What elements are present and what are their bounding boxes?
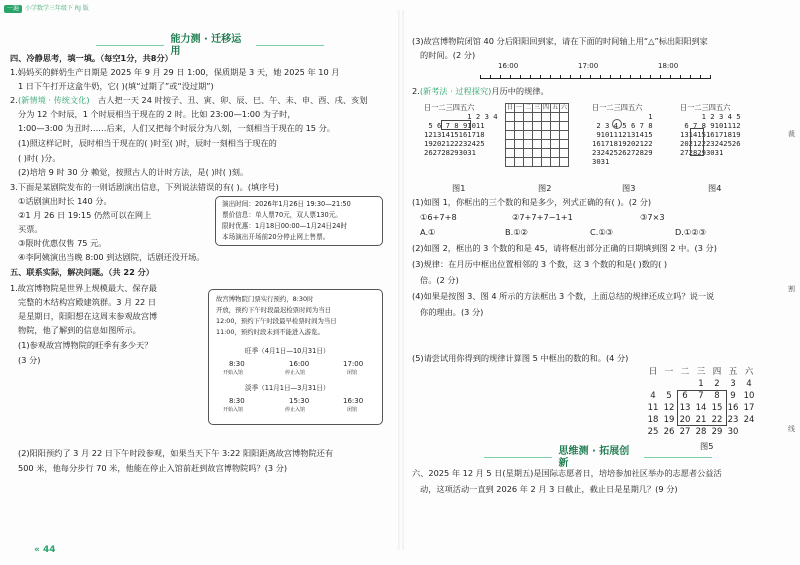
grid2-cell[interactable] [515, 113, 524, 122]
part4-heading: 四、冷静思考，填一填。（每空1分，共8分） [10, 53, 173, 63]
q2-number: 2. [10, 95, 18, 105]
fig5-day-cell: 18 [647, 414, 659, 425]
grid2-header-cell: 三 [533, 104, 540, 112]
q3-option-1: ①话剧演出时长 140 分。 [18, 196, 112, 206]
q6-line2: 动，这项活动一直到 2026 年 2 月 3 日截止，截止日是星期几？(9 分) [420, 484, 678, 494]
cal3-row1: 1 [592, 112, 653, 121]
q2-1-opt2: ②7+7+7−1+1 [512, 212, 573, 222]
q2-3-line1: (3)规律：在月历中框出位置相邻的 3 个数，这 3 个数的和是( )数的( ) [412, 259, 668, 269]
time-axis-tick [480, 75, 481, 79]
grid2-cell[interactable] [515, 122, 524, 131]
grid2-cell[interactable] [542, 122, 551, 131]
fig5-day-cell: 9 [730, 390, 736, 401]
fig5-day-cell: 29 [711, 426, 723, 437]
q3-option-2: ②1 月 26 日 19:15 仍然可以在网上 [18, 210, 152, 220]
fig5-day-cell: 20 [679, 414, 691, 425]
q2-1-ans-c[interactable]: C.①③ [590, 227, 613, 237]
q2-4-line1: (4)如果是按图 3、图 4 所示的方法框出 3 个数，上面总结的规律还成立吗？说一说 [412, 291, 715, 301]
q3-option-2-cont: 买票。 [18, 224, 43, 234]
grid2-cell[interactable] [542, 113, 551, 122]
fig5-day-cell: 30 [727, 426, 739, 437]
fig5-header-cell: 六 [744, 366, 754, 377]
q2-right-title: 月历中的规律。 [491, 86, 549, 96]
off-time-close: 16:30 [343, 397, 364, 405]
cal3-week: 日一二三四五六 [592, 103, 643, 112]
time-axis-tick [660, 75, 661, 79]
grid2-cell[interactable] [524, 149, 533, 158]
grid2-cell[interactable] [560, 122, 569, 131]
grid2-header-cell: 六 [560, 104, 567, 112]
q3-question: 3.下面是某剧院发布的一则话剧演出信息，下列说法错误的有( )。(填序号) [10, 182, 279, 192]
timeline-label-16: 16:00 [498, 62, 519, 70]
grid2-cell[interactable] [533, 149, 542, 158]
grid2-cell[interactable] [533, 122, 542, 131]
grid2-cell[interactable] [542, 140, 551, 149]
part5-heading: 五、联系实际，解决问题。（共 22 分） [10, 267, 154, 277]
grid2-cell[interactable] [542, 158, 551, 167]
grid2-cell[interactable] [533, 131, 542, 140]
time-axis-tick [680, 75, 681, 79]
fig5-day-cell: 14 [695, 402, 707, 413]
fig5-day-cell: 17 [743, 402, 755, 413]
cal4-row5: 2728293031 [680, 148, 724, 157]
cal4-row2: 6 7 8 9101112 [680, 121, 741, 130]
q2-1-opt3: ③7×3 [640, 212, 665, 222]
fig4-caption: 图4 [708, 183, 722, 193]
notice-line-1: 演出时间：2026年1月26日 19:30—21:50 [222, 200, 351, 208]
off-season-label: 淡季（11月1日—3月31日） [245, 384, 330, 392]
cal3-row2: 2 3 4 5 6 7 8 [592, 121, 653, 130]
museum-line-2: 开放，预约下午时段最迟检票时间为当日 [216, 306, 332, 314]
q1-line1: 1.妈妈买的鲜奶生产日期是 2025 年 9 月 29 日 1:00，保质期是 3 天，她 2025 年 10 月 [10, 67, 340, 77]
grid2-cell[interactable] [533, 113, 542, 122]
grid2-header-cell: 四 [542, 104, 549, 112]
fig5-day-cell: 7 [698, 390, 704, 401]
time-axis-tick [690, 75, 691, 79]
q6-line1: 六、2025 年 12 月 5 日(星期五)是国际志愿者日，培培参加社区举办的志愿者公益活 [412, 468, 722, 478]
q2-part1-cont: ( )时( )分。 [18, 153, 61, 163]
time-axis-tick [530, 75, 531, 79]
grid2-header-cell: 五 [551, 104, 558, 112]
time-axis-tick [560, 75, 561, 79]
grid2-cell[interactable] [551, 113, 560, 122]
fig3-circle-1 [612, 119, 622, 129]
page-header [4, 4, 89, 14]
grid2-cell[interactable] [542, 149, 551, 158]
cal3-row4: 16171819202122 [592, 139, 653, 148]
time-axis-tick [710, 75, 711, 79]
museum-line-4: 11:00，预约时段未到不能进入游览。 [216, 328, 324, 336]
fig5-header-cell: 四 [712, 366, 722, 377]
fig5-day-cell: 12 [663, 402, 675, 413]
side-mark-3: 线 [788, 425, 795, 433]
time-axis-tick [520, 75, 521, 79]
fig5-day-cell: 16 [727, 402, 739, 413]
grid2-cell[interactable] [524, 131, 533, 140]
fig5-day-cell: 19 [663, 414, 675, 425]
grid2-cell[interactable] [524, 158, 533, 167]
fig5-day-cell: 1 [698, 378, 704, 389]
peak-time-close: 17:00 [343, 360, 364, 368]
fig1-caption: 图1 [452, 183, 466, 193]
q2-1-ans-b[interactable]: B.①② [505, 227, 528, 237]
q3-option-3: ③限时优惠仅售 75 元。 [18, 238, 107, 248]
fig5-day-cell: 13 [679, 402, 691, 413]
fig2-caption: 图2 [538, 183, 552, 193]
grid2-header-cell: 一 [515, 104, 522, 112]
time-axis-tick [570, 75, 571, 79]
page-number-value: 44 [42, 545, 56, 555]
fig5-day-cell: 8 [714, 390, 720, 401]
q2-line3: 1:00—3:00 为丑时……后来，人们又把每个时辰分为八刻，一刻相当于现在的 15 分。 [18, 123, 335, 133]
off-caption-stop: 停止入馆 [285, 407, 306, 413]
q2-line2: 分为 12 个时辰，1 个时辰相当于现在的 2 时。比如 23:00—1:00 为子时， [18, 109, 296, 119]
grid2-cell[interactable] [551, 131, 560, 140]
grid2-cell[interactable] [515, 158, 524, 167]
header-badge: 一遍 [4, 5, 22, 12]
museum-line-3: 12:00，预约下午时段最早检票时间为当日 [216, 317, 337, 325]
timeline-label-18: 18:00 [658, 62, 679, 70]
fig5-day-cell: 2 [714, 378, 720, 389]
notice-line-2: 票价信息：单人票70元，双人票130元。 [222, 211, 342, 219]
time-axis-tick [580, 75, 581, 79]
grid2-cell[interactable] [524, 122, 533, 131]
fig5-day-cell: 28 [695, 426, 707, 437]
time-axis-tick [490, 75, 491, 79]
fig5-day-cell: 6 [682, 390, 688, 401]
q2-1: (1)如图 1，你框出的三个数的和是多少，列式正确的有( )。(2 分) [412, 197, 652, 207]
grid2-cell[interactable] [560, 140, 569, 149]
grid2-cell[interactable] [506, 113, 515, 122]
peak-caption-open: 开始入馆 [223, 370, 244, 376]
museum-info-box [208, 289, 383, 425]
time-axis-tick [640, 75, 641, 79]
cal3-row6: 3031 [592, 157, 610, 166]
grid2-cell[interactable] [560, 131, 569, 140]
q2-right-head: 2.(新考法 · 过程探究)月历中的规律。 [412, 86, 549, 96]
time-axis-tick [550, 75, 551, 79]
cal1-week: 日一二三四五六 [424, 103, 475, 112]
fig5-day-cell: 26 [663, 426, 675, 437]
grid2-header-cell: 二 [524, 104, 531, 112]
cal4-row3: 13141516171819 [680, 130, 741, 139]
time-axis-tick [670, 75, 671, 79]
q2-right-tag: (新考法 · 过程探究) [419, 86, 492, 96]
grid2-cell[interactable] [506, 149, 515, 158]
calendar-figure-3 [592, 103, 653, 166]
fig5-day-cell: 24 [743, 414, 755, 425]
grid2-cell[interactable] [515, 149, 524, 158]
calendar-figure-1 [424, 103, 498, 157]
side-mark-1: 裁 [788, 130, 795, 138]
left-section-title: 能力测 · 迁移运用 [90, 38, 330, 53]
calendar-figure-2-grid[interactable] [505, 103, 569, 167]
grid2-cell[interactable] [560, 113, 569, 122]
grid2-cell[interactable] [551, 122, 560, 131]
grid2-cell[interactable] [524, 140, 533, 149]
fig5-day-cell: 25 [647, 426, 659, 437]
grid2-cell[interactable] [542, 131, 551, 140]
fig5-day-cell: 22 [711, 414, 723, 425]
p5-line1: 1.故宫博物院是世界上规模最大、保存最 [10, 283, 157, 293]
q2-1-ans-a[interactable]: A.① [420, 227, 436, 237]
side-mark-2: 割 [788, 285, 795, 293]
cal4-row4: 20212223242526 [680, 139, 741, 148]
off-time-stop: 15:30 [289, 397, 310, 405]
fig5-header-cell: 一 [664, 366, 674, 377]
grid2-cell[interactable] [551, 140, 560, 149]
off-caption-close: 闭馆 [347, 407, 358, 413]
timeline-label-17: 17:00 [578, 62, 599, 70]
p5-sub2-line2: 500 米，他每分步行 70 米，他能在停止入馆前赶到故宫博物院吗？(3 分) [18, 463, 288, 473]
p5-line2: 完整的木结构宫殿建筑群。3 月 22 日 [18, 297, 157, 307]
q2-1-opt1: ①6+7+8 [420, 212, 457, 222]
q2-part2: (2)培培 9 时 30 分 赖觉，按照古人的计时方法，是( )时( )刻。 [18, 167, 249, 177]
peak-caption-close: 闭馆 [347, 370, 358, 376]
fig5-day-cell: 27 [679, 426, 691, 437]
q3-3-line1: (3)故宫博物院闭馆 40 分后阳阳回到家，请在下面的时间轴上用“△”标出阳阳到家 [412, 36, 708, 46]
grid2-cell[interactable] [551, 158, 560, 167]
fig5-day-cell [741, 426, 757, 438]
grid2-cell[interactable] [560, 158, 569, 167]
grid2-cell[interactable] [551, 149, 560, 158]
q2-tag: (新情境 · 传统文化) [18, 95, 90, 105]
cal4-week: 日一二三四五六 [680, 103, 731, 112]
p5-sub1-score: (3 分) [18, 355, 41, 365]
time-axis-tick [540, 75, 541, 79]
cal1-row3: 12131415161718 [424, 130, 485, 139]
fig5-day-cell [677, 378, 693, 390]
cal1-row1: 1 2 3 4 [424, 112, 498, 121]
p5-line3: 是星期日，阳阳想在这周末参观故宫博 [18, 311, 158, 321]
peak-season-label: 旺季（4月1日—10月31日） [245, 347, 330, 355]
grid2-header-cell: 日 [506, 104, 513, 112]
q2-line1: 古人把一天 24 时按子、丑、寅、卯、辰、巳、午、未、申、酉、戌、亥划 [98, 95, 368, 105]
cal1-row5: 262728293031 [424, 148, 476, 157]
book-gutter [398, 10, 404, 550]
time-axis-tick [510, 75, 511, 79]
time-axis-tick [700, 75, 701, 79]
fig1-highlight-box [441, 120, 471, 130]
time-axis-tick [650, 75, 651, 79]
peak-time-open: 8:30 [229, 360, 245, 368]
fig5-header-cell: 五 [728, 366, 738, 377]
fig5-day-cell: 11 [647, 402, 659, 413]
p5-line4: 物院，他了解到的信息如图所示。 [18, 325, 141, 335]
q3-3-line2: 的时间。(2 分) [420, 50, 476, 60]
grid2-cell[interactable] [533, 140, 542, 149]
fig5-day-cell: 21 [695, 414, 707, 425]
peak-caption-stop: 停止入馆 [285, 370, 306, 376]
fig5-highlight-box [677, 390, 727, 426]
fig5-day-cell: 3 [730, 378, 736, 389]
time-axis-tick [590, 75, 591, 79]
grid2-cell[interactable] [515, 140, 524, 149]
q2-1-ans-d[interactable]: D.①②③ [675, 227, 706, 237]
q2-5: (5)请尝试用你得到的规律计算图 5 中框出的数的和。(4 分) [412, 353, 629, 363]
fig5-day-cell: 23 [727, 414, 739, 425]
fig5-caption: 图5 [700, 441, 714, 451]
fig5-header-cell: 三 [696, 366, 706, 377]
grid2-cell[interactable] [560, 149, 569, 158]
time-axis[interactable] [480, 78, 710, 79]
grid2-cell[interactable] [506, 122, 515, 131]
right-section-title: 思维测 · 拓展创新 [478, 450, 718, 465]
q2-3-line2: 倍。(2 分) [420, 275, 459, 285]
peak-time-stop: 16:00 [289, 360, 310, 368]
q2-2: (2)如图 2，框出的 3 个数的和是 45，请将框出部分正确的日期填到图 2 中。(3 分) [412, 243, 717, 253]
header-subtitle: 小学数学三年级下 RJ 版 [25, 5, 89, 13]
cal1-row2: 5 6 7 8 91011 [424, 121, 485, 130]
fig4-highlight-box [690, 128, 704, 156]
notice-line-3: 限时优惠：1月18日00:00—1月24日24时 [222, 222, 348, 230]
fig5-day-cell: 4 [746, 378, 752, 389]
fig3-caption: 图3 [622, 183, 636, 193]
time-axis-tick [500, 75, 501, 79]
q1-line2: 1 日下午打开这盒牛奶，它( )(填“过期了”或“没过期”) [18, 81, 214, 91]
fig5-day-cell: 10 [743, 390, 755, 401]
show-notice-box [215, 196, 383, 246]
fig5-day-cell [645, 378, 661, 390]
p5-sub2-line1: (2)阳阳预约了 3 月 22 日下午时段参观，如果当天下午 3:22 阳阳距离故宫博物院还有 [18, 448, 334, 458]
page-number [34, 545, 55, 556]
grid2-cell[interactable] [506, 158, 515, 167]
cal3-row5: 23242526272829 [592, 148, 653, 157]
off-time-open: 8:30 [229, 397, 245, 405]
grid2-cell[interactable] [533, 158, 542, 167]
cal1-row4: 19202122232425 [424, 139, 485, 148]
fig5-header-cell: 二 [680, 366, 690, 377]
p5-sub1: (1)参观故宫博物院的旺季有多少天？ [18, 340, 153, 350]
page-nav-icon: « [34, 545, 43, 555]
grid2-cell[interactable] [515, 131, 524, 140]
q3-option-4: ④李阿姨演出当晚 8:00 到达剧院，话剧还没开场。 [18, 252, 205, 262]
q2-part1: (1)照这样记时，辰时相当于现在的( )时至( )时，辰时一刻相当于现在的 [18, 138, 277, 148]
museum-line-1: 故宫博物院门票实行预约，8:30时 [216, 295, 314, 303]
grid2-cell[interactable] [524, 113, 533, 122]
time-axis-tick [600, 75, 601, 79]
fig5-day-cell: 4 [650, 390, 656, 401]
fig5-day-cell [661, 378, 677, 390]
notice-line-4: 本场演出开场前20分停止网上售票。 [222, 233, 330, 241]
grid2-cell[interactable] [506, 140, 515, 149]
cal4-row1: 1 2 3 4 5 [680, 112, 741, 121]
time-axis-tick [620, 75, 621, 79]
cal3-row3: 9101112131415 [592, 130, 653, 139]
off-caption-open: 开始入馆 [223, 407, 244, 413]
fig5-header-cell: 日 [648, 366, 658, 377]
q2-4-line2: 你的理由。(3 分) [420, 307, 484, 317]
time-axis-tick [610, 75, 611, 79]
time-axis-tick [630, 75, 631, 79]
fig5-day-cell: 15 [711, 402, 723, 413]
fig5-day-cell: 5 [666, 390, 672, 401]
grid2-cell[interactable] [506, 131, 515, 140]
